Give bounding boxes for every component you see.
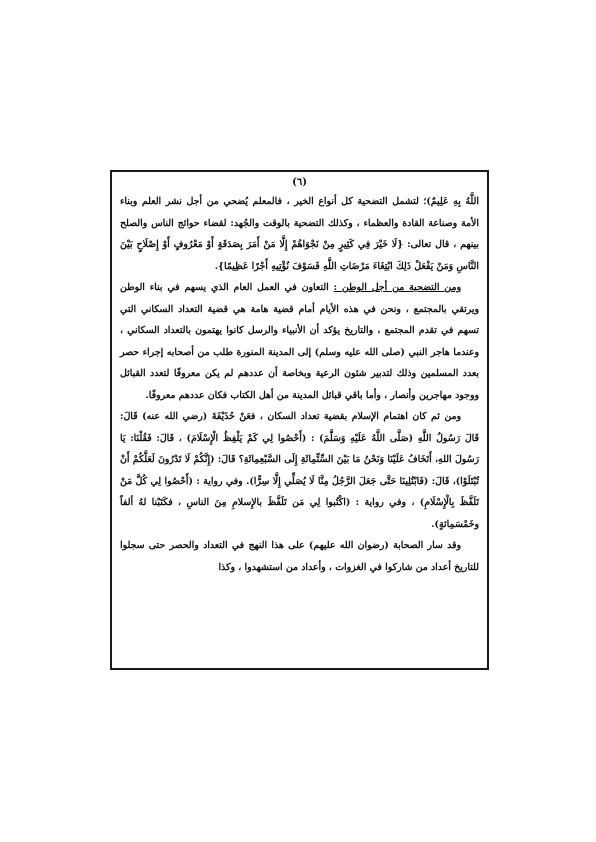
- paragraph-sacrifice-for-nation: [120, 277, 479, 406]
- paragraph-companions-census: وقد سار الصحابة (رضوان الله عليهم) على هذا النهج في التعداد والحصر حتى سجلوا للتاريخ أعداد من شاركوا في الغزوات ، وأعداد من استشهدوا ، وكذا: [120, 540, 479, 573]
- paragraph-nation-body: التعاون في العمل العام الذي يسهم في بناء الوطن ويرتقي بالمجتمع ، ونحن في هذه الأيام أمام قضية هامة هي قضية التعداد السكاني التي تسهم في تقدم المجتمع ، والتاريخ يؤكد أن الأنبياء والرسل كانوا يهتمون بالتعداد السكاني ، وعندما هاجر النبي (صلى الله عليه وسلم) إلى المدينة المنورة طلب من أصحابه إجراء حصر بعدد المسلمين وذلك لتدبير شئون الرعية وبخاصة أن عددهم لم يكن معروفًا لتعدد القبائل ووجود مهاجرين وأنصار ، وأما باقي قبائل المدينة من أهل الكتاب فكان عددهم معروفًا.: [120, 282, 479, 401]
- paragraph-heading-nation: ومن التضحية من أجل الوطن :: [333, 282, 461, 293]
- page-border: [110, 170, 489, 670]
- page-number: (٦): [292, 177, 307, 188]
- paragraph-islam-census: ومن ثم كان اهتمام الإسلام بقضية تعداد السكان ، فعَنْ حُذَيْفَةَ (رضي الله عنه) قَالَ: قَالَ رَسُولُ اللَّهِ (صَلَّى اللَّهُ عَلَيْهِ وَسَلَّمَ) : (أَحْصُوا لِي كَمْ يَلْفِظُ الْإِسْلَامَ) ، قَالَ: فَقُلْنَا: يَا رَسُولَ اللهِ، أَتَخَافُ عَلَيْنَا وَنَحْنُ مَا بَيْنَ السِّتِّمِائَةِ إِلَى السَّبْعِمِائَةِ؟ قَالَ: (إِنَّكُمْ لَا تَدْرُونَ لَعَلَّكُمْ أَنْ تُبْتَلَوْا)، قَالَ: (فَابْتُلِينَا حَتَّى جَعَلَ الرَّجُلُ مِنَّا لَا يُصَلِّي إِلَّا سِرًّا). وفي رواية : (أَحْصُوا لِي كُلَّ مَنْ تَلَفَّظَ بِالْإِسْلَامِ) ، وفي رواية : (اكْتُبوا لِي مَن تَلَفَّظَ بالإِسلامِ مِنَ الناسِ ، فكَتَبْنا لهُ ألفاً وخَمْسَمِائةٍ).: [120, 411, 479, 530]
- paragraph-sacrifice-intro: اللَّهُ بِهِ عَلِيمٌ)؛ لتشمل التضحية كل أنواع الخير ، فالمعلم يُضحي من أجل نشر العلم وبناء الأمة وصناعة القادة والعظماء ، وكذلك التضحية بالوقت والجُهد: لقضاء حوائج الناس والصلح بينهم ، قال تعالى: {لَا خَيْرَ فِي كَثِيرٍ مِنْ نَجْوَاهُمْ إِلَّا مَنْ أَمَرَ بِصَدَقَةٍ أَوْ مَعْرُوفٍ أَوْ إِصْلَاحٍ بَيْنَ النَّاسِ وَمَنْ يَفْعَلْ ذَلِكَ ابْتِغَاءَ مَرْضَاتِ اللَّهِ فَسَوْفَ نُؤْتِيهِ أَجْرًا عَظِيمًا}.: [120, 196, 479, 272]
- page-content: [120, 176, 479, 664]
